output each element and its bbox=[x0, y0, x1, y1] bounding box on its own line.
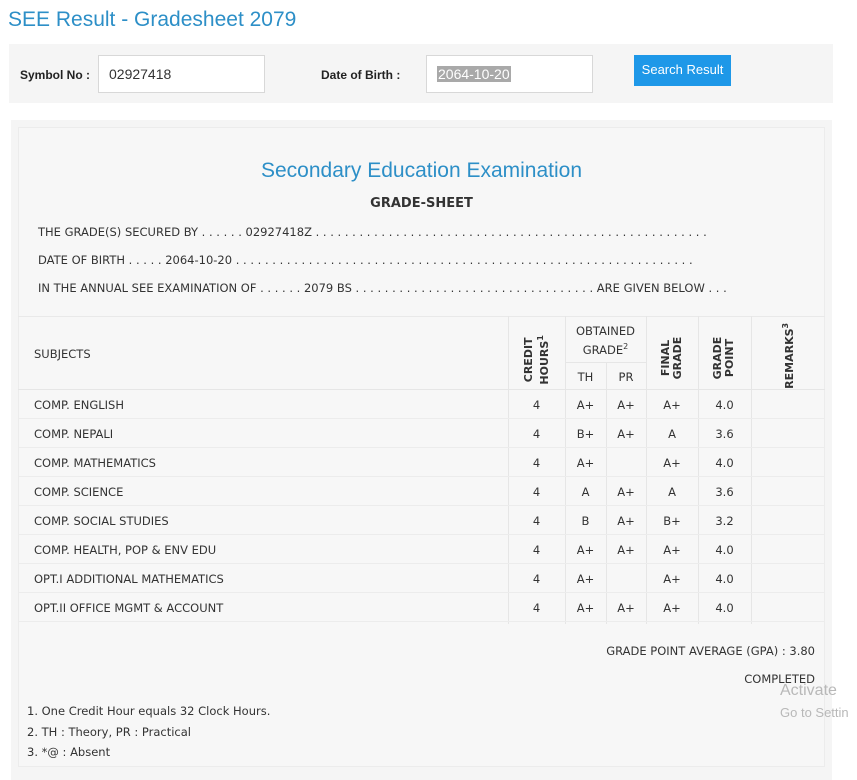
th-grade-cell: A+ bbox=[576, 572, 595, 586]
note-credit-hour: 1. One Credit Hour equals 32 Clock Hours. bbox=[27, 704, 271, 718]
table-row bbox=[18, 448, 825, 477]
grade-point-cell: 3.6 bbox=[715, 427, 734, 441]
th-grade-cell: A+ bbox=[576, 398, 595, 412]
gpa-text: GRADE POINT AVERAGE (GPA) : 3.80 bbox=[606, 644, 815, 658]
activate-watermark: Activate bbox=[780, 682, 837, 699]
th-grade-cell: A bbox=[581, 485, 590, 499]
exam-title: Secondary Education Examination bbox=[260, 159, 583, 182]
credit-cell: 4 bbox=[532, 398, 541, 412]
gradesheet-title: GRADE-SHEET bbox=[370, 196, 473, 211]
final-grade-cell: B+ bbox=[663, 514, 681, 528]
page-title: SEE Result - Gradesheet 2079 bbox=[8, 8, 297, 31]
header-obtained-grade: OBTAINED GRADE$^2$ bbox=[575, 324, 636, 357]
th-grade-cell: A+ bbox=[576, 456, 595, 470]
credit-cell: 4 bbox=[532, 427, 541, 441]
pr-grade-cell: A+ bbox=[617, 398, 635, 412]
dob-value: 2064-10-20 bbox=[438, 66, 510, 82]
grade-point-cell: 4.0 bbox=[715, 543, 734, 557]
table-row bbox=[18, 477, 825, 506]
subject-cell: COMP. SOCIAL STUDIES bbox=[34, 514, 169, 528]
final-grade-cell: A+ bbox=[663, 543, 681, 557]
credit-cell: 4 bbox=[532, 601, 541, 615]
note-absent: 3. *@ : Absent bbox=[27, 745, 111, 759]
settings-watermark: Go to Settin bbox=[780, 705, 849, 720]
subject-cell: OPT.I ADDITIONAL MATHEMATICS bbox=[34, 572, 224, 586]
dob-input[interactable] bbox=[426, 55, 593, 93]
table-row bbox=[18, 506, 825, 535]
table-row bbox=[18, 535, 825, 564]
header-pr: PR bbox=[618, 370, 634, 384]
credit-cell: 4 bbox=[532, 572, 541, 586]
final-grade-cell: A+ bbox=[663, 601, 681, 615]
pr-grade-cell: A+ bbox=[617, 543, 635, 557]
credit-cell: 4 bbox=[532, 543, 541, 557]
final-grade-cell: A+ bbox=[663, 572, 681, 586]
result-status: COMPLETED bbox=[744, 672, 815, 686]
grade-point-cell: 4.0 bbox=[715, 398, 734, 412]
pr-grade-cell: A+ bbox=[617, 427, 635, 441]
grade-point-cell: 3.6 bbox=[715, 485, 734, 499]
subject-cell: COMP. HEALTH, POP & ENV EDU bbox=[34, 543, 217, 557]
search-result-button[interactable]: Search Result bbox=[634, 55, 731, 86]
subject-cell: COMP. MATHEMATICS bbox=[34, 456, 156, 470]
symbol-label: Symbol No : bbox=[20, 68, 91, 82]
final-grade-cell: A+ bbox=[663, 398, 681, 412]
grade-point-cell: 3.2 bbox=[715, 514, 734, 528]
credit-cell: 4 bbox=[532, 485, 541, 499]
final-grade-cell: A bbox=[668, 427, 676, 441]
symbol-input[interactable]: 02927418 bbox=[98, 55, 265, 93]
header-subjects: SUBJECTS bbox=[34, 347, 91, 361]
final-grade-cell: A bbox=[668, 485, 676, 499]
th-grade-cell: A+ bbox=[576, 601, 595, 615]
grade-point-cell: 4.0 bbox=[715, 601, 734, 615]
th-grade-cell: B bbox=[581, 514, 590, 528]
info-date-of-birth: DATE OF BIRTH . . . . . 2064-10-20 . . . . . . . . . . . . . . . . . . . . . . . . . . . . . . . . . . . . . . . . . . . . . . . . . . . . . . . . . . . . . . . bbox=[38, 253, 693, 267]
th-grade-cell: B+ bbox=[576, 427, 595, 441]
subject-cell: OPT.II OFFICE MGMT & ACCOUNT bbox=[34, 601, 224, 615]
table-row bbox=[18, 593, 825, 622]
header-remarks: REMARKS$^3$ bbox=[781, 322, 796, 389]
final-grade-cell: A+ bbox=[663, 456, 681, 470]
credit-cell: 4 bbox=[532, 456, 541, 470]
subject-cell: COMP. SCIENCE bbox=[34, 485, 124, 499]
info-examination: IN THE ANNUAL SEE EXAMINATION OF . . . . . . 2079 BS . . . . . . . . . . . . . . . . . . . . . . . . . . . . . . . . . ARE GIVEN BELOW . . . bbox=[38, 281, 727, 295]
pr-grade-cell: A+ bbox=[617, 485, 635, 499]
th-grade-cell: A+ bbox=[576, 543, 595, 557]
grade-point-cell: 4.0 bbox=[715, 456, 734, 470]
note-th-pr: 2. TH : Theory, PR : Practical bbox=[27, 725, 191, 739]
header-grade-point: GRADE POINT bbox=[711, 336, 736, 380]
subject-cell: COMP. NEPALI bbox=[34, 427, 114, 441]
table-row bbox=[18, 390, 825, 419]
table-row bbox=[18, 564, 825, 593]
credit-cell: 4 bbox=[532, 514, 541, 528]
table-row bbox=[18, 419, 825, 448]
header-th: TH bbox=[577, 370, 594, 384]
dob-label: Date of Birth : bbox=[321, 68, 401, 82]
info-grades-secured: THE GRADE(S) SECURED BY . . . . . . 02927418Z . . . . . . . . . . . . . . . . . . . . . . . . . . . . . . . . . . . . . . . . . . . . . . . . . . . . . . bbox=[38, 225, 707, 239]
pr-grade-cell: A+ bbox=[617, 514, 635, 528]
header-credit-hours: CREDIT HOURS$^1$ bbox=[522, 335, 551, 385]
pr-grade-cell: A+ bbox=[617, 601, 635, 615]
subject-cell: COMP. ENGLISH bbox=[34, 398, 124, 412]
header-final-grade: FINAL GRADE bbox=[659, 336, 684, 380]
grade-point-cell: 4.0 bbox=[715, 572, 734, 586]
